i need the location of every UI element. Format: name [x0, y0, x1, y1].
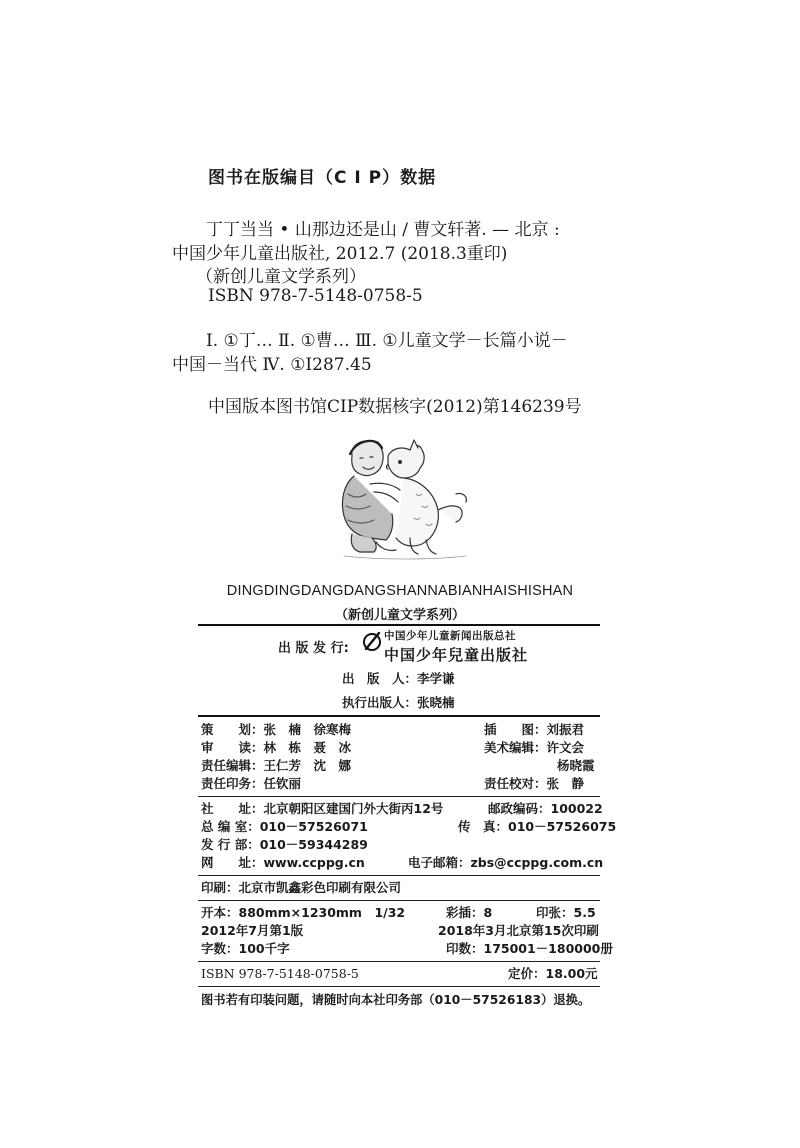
spec-print-count: 印数：175001－180000册 [446, 941, 613, 956]
publisher-house-name: 中国少年兒童出版社 [384, 646, 529, 664]
cip-line-record-number: 中国版本图书馆CIP数据核字(2012)第146239号 [208, 397, 582, 417]
book-price: 定价：18.00元 [508, 966, 598, 981]
contact-postcode: 邮政编码：100022 [488, 801, 603, 816]
cip-title: 图书在版编目（C I P）数据 [208, 168, 437, 188]
publisher-label: 出 版 发 行: [278, 641, 349, 656]
executive-publisher: 执行出版人：张晓楠 [342, 695, 455, 710]
contact-fax: 传 真：010－57526075 [458, 819, 617, 834]
credit-art-editor: 美术编辑：许文会 [484, 740, 585, 755]
divider-specs [198, 900, 600, 901]
divider-printer [198, 875, 600, 876]
credit-illustration: 插 图：刘振君 [484, 722, 585, 737]
credit-printing-duty: 责任印务：任钦丽 [201, 776, 302, 791]
return-notice: 图书若有印装问题，请随时向本社印务部（010－57526183）退换。 [201, 993, 591, 1007]
publisher-logo-icon [362, 629, 382, 655]
contact-distribution: 发 行 部：010－59344289 [201, 837, 368, 852]
series-name: （新创儿童文学系列） [334, 608, 465, 623]
credit-art-editor-2: 杨晓霞 [557, 758, 595, 773]
cip-line-isbn: ISBN 978-7-5148-0758-5 [208, 286, 423, 306]
printer-name: 印刷：北京市凯鑫彩色印刷有限公司 [201, 880, 402, 895]
cip-line-title-author: 丁丁当当 • 山那边还是山 / 曹文轩著. — 北京 : [206, 220, 560, 240]
divider-contact [198, 796, 600, 797]
spec-first-edition: 2012年7月第1版 [201, 923, 304, 938]
publisher-person: 出 版 人：李学谦 [342, 671, 455, 686]
spec-format: 开本：880mm×1230mm 1/32 [201, 905, 406, 920]
contact-website: 网 址：www.ccppg.cn [201, 855, 365, 870]
pinyin-title: DINGDINGDANGDANGSHANNABIANHAISHISHAN [226, 583, 574, 599]
divider-price [198, 961, 600, 962]
isbn-number: ISBN 978-7-5148-0758-5 [201, 966, 359, 981]
spec-sheets: 印张：5.5 [536, 905, 596, 920]
contact-address: 社 址：北京朝阳区建国门外大街丙12号 [201, 801, 444, 816]
spec-color-plates: 彩插：8 [446, 905, 493, 920]
cip-line-classification-cont: 中国－当代 Ⅳ. ①I287.45 [172, 355, 372, 375]
credit-editor: 责任编辑：王仁芳 沈 娜 [201, 758, 352, 773]
boy-and-dog-illustration [330, 434, 480, 560]
credit-planning: 策 划：张 楠 徐寒梅 [201, 722, 352, 737]
cip-line-series: （新创儿童文学系列） [196, 267, 366, 287]
contact-email: 电子邮箱：zbs@ccppg.com.cn [408, 855, 604, 870]
credit-proofreader: 责任校对：张 静 [484, 776, 585, 791]
publisher-group-name: 中国少年儿童新闻出版总社 [384, 630, 516, 642]
spec-printing-run: 2018年3月北京第15次印刷 [438, 923, 599, 938]
divider-notice [198, 986, 600, 987]
divider-credits [198, 715, 600, 717]
cip-line-classification: Ⅰ. ①丁… Ⅱ. ①曹… Ⅲ. ①儿童文学－长篇小说－ [206, 331, 568, 351]
cip-line-publisher: 中国少年儿童出版社, 2012.7 (2018.3重印) [172, 244, 508, 264]
contact-editorial-office: 总 编 室：010－57526071 [201, 819, 368, 834]
credit-review: 审 读：林 栋 聂 冰 [201, 740, 352, 755]
divider-top [198, 624, 600, 626]
spec-word-count: 字数：100千字 [201, 941, 290, 956]
